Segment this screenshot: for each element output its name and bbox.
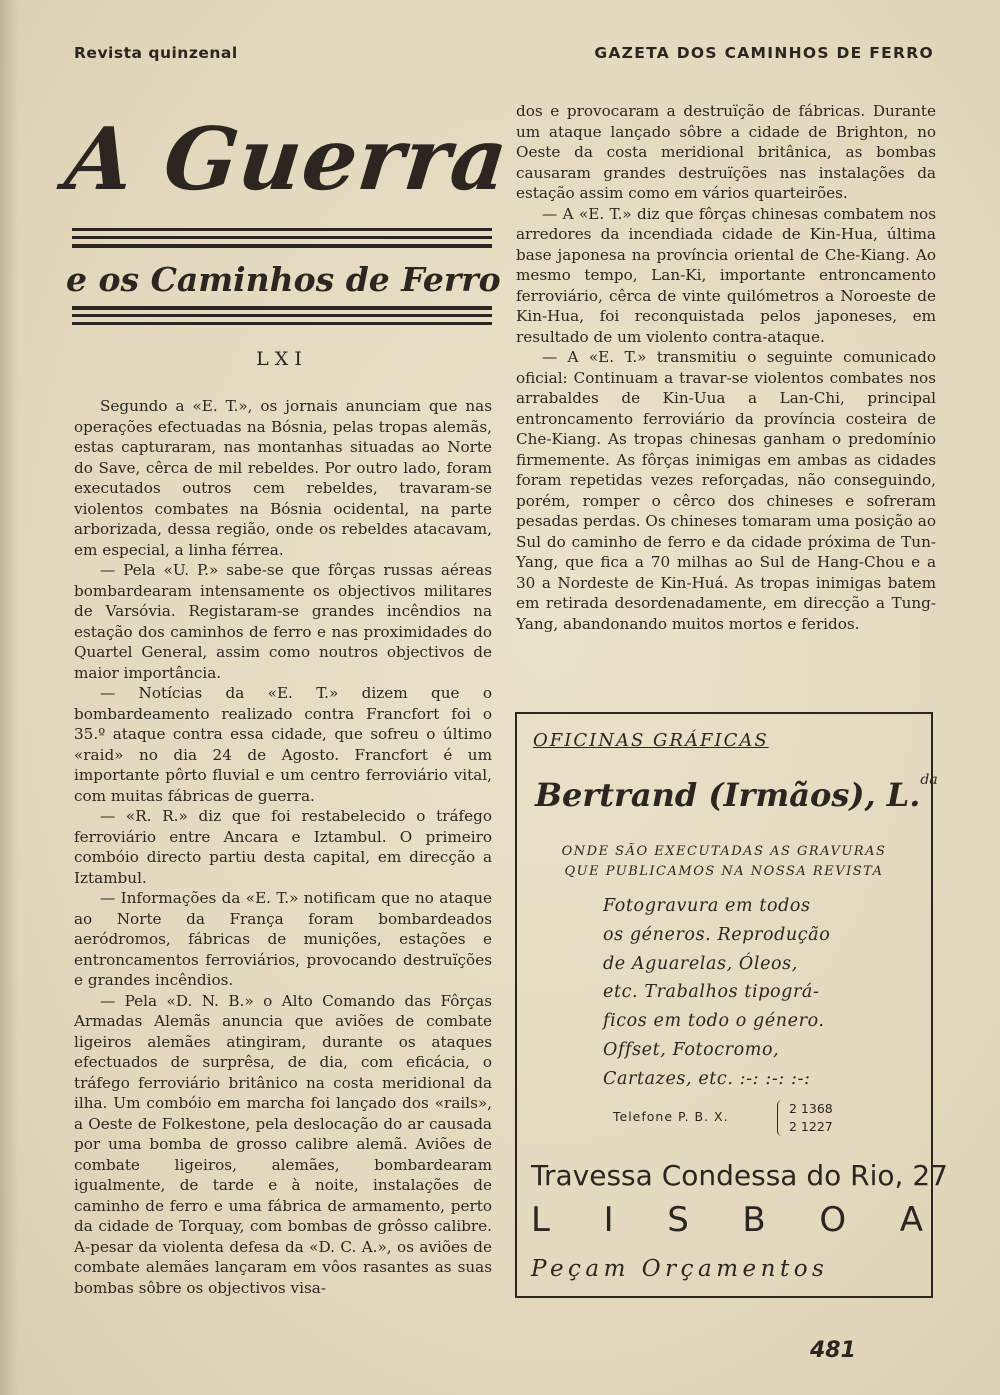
title-rule: [72, 236, 492, 239]
ad-phone-label: Telefone P. B. X.: [613, 1109, 729, 1124]
ad-services: [603, 892, 853, 1094]
ad-city-letter: S: [667, 1200, 689, 1240]
ad-service-line: etc. Trabalhos tipográ-: [603, 982, 820, 1003]
article-paragraph: — Pela «U. P.» sabe-se que fôrças russas aéreas bombardearam intensamente os objectivos militares de Varsóvia. Registaram-se grandes incêndios na estação dos caminhos de ferro e nas proximidades do Quartel General, assim como noutros objectivos de maior importância.: [74, 561, 492, 682]
ad-company-name: [535, 772, 938, 814]
article-title: A Guerra: [60, 109, 514, 210]
ad-city-letter: I: [603, 1200, 614, 1240]
article-column-left: [74, 396, 492, 1298]
article-paragraph: dos e provocaram a destruïção de fábricas. Durante um ataque lançado sôbre a cidade de Brighton, no Oeste da costa meridional britânica, as bombas causaram grandes destruïções nas instalações da estação assim como em vários quarteirões.: [516, 102, 936, 202]
ad-service-line: ficos em todo o género.: [603, 1011, 825, 1032]
subtitle-rule: [72, 314, 492, 317]
ad-city-letter: A: [899, 1200, 923, 1240]
title-rule: [72, 228, 492, 231]
article-paragraph: — Notícias da «E. T.» dizem que o bombardeamento realizado contra Francfort foi o 35.º ataque contra essa cidade, que sofreu o último «raid» no dia 24 de Agosto. Francfort é um importante pôrto fluvial e um centro ferroviário vital, com muitas fábricas de guerra.: [74, 684, 492, 805]
ad-city: [531, 1200, 923, 1240]
ad-phone-number: 2 1227: [789, 1119, 833, 1134]
article-paragraph: — Pela «D. N. B.» o Alto Comando das Fôrças Armadas Alemãs anuncia que aviões de combate ligeiros alemães atingiram, durante os ataques efectuados de surprêsa, de dia, com eficácia, o tráfego ferroviário britânico na costa meridional da ilha. Um combóio em marcha foi lançado dos «rails», a Oeste de Folkestone, pela deslocação do ar causada por uma bomba de grosso calibre alemã. Aviões de combate ligeiros, alemães, bombardearam igualmente, de tarde e à noite, instalações de caminho de ferro e uma fábrica de armamento, perto da cidade de Torquay, com bombas de grôsso calibre. A-pesar da violenta defesa da «D. C. A.», os aviões de combate alemães lançaram em vôos rasantes as suas bombas sôbre os objectivos visa-: [74, 991, 492, 1297]
ad-service-line: Fotogravura em todos: [603, 896, 811, 916]
article-number: LXI: [256, 348, 308, 370]
ad-company-text: Bertrand (Irmãos), L.: [535, 776, 921, 814]
ad-service-line: de Aguarelas, Óleos,: [603, 953, 798, 974]
running-header-right: GAZETA DOS CAMINHOS DE FERRO: [594, 44, 934, 62]
ad-service-line: os géneros. Reprodução: [603, 924, 831, 945]
ad-tagline-line: ONDE SÃO EXECUTADAS AS GRAVURAS: [561, 844, 887, 859]
article-subtitle: e os Caminhos de Ferro: [66, 260, 501, 299]
subtitle-rule: [72, 322, 492, 325]
ad-company-suffix: da: [920, 772, 938, 788]
ad-tagline-line: QUE PUBLICAMOS NA NOSSA REVISTA: [564, 864, 884, 879]
ad-service-line: Offset, Fotocromo,: [603, 1039, 780, 1060]
ad-city-letter: B: [742, 1200, 766, 1240]
article-paragraph: — «R. R.» diz que foi restabelecido o tráfego ferroviário entre Ancara e Iztambul. O primeiro combóio directo partiu desta capital, em direcção a Iztambul.: [74, 807, 492, 887]
ad-city-letter: L: [531, 1200, 550, 1240]
ad-service-line: Cartazes, etc. :-: :-: :-:: [603, 1068, 811, 1089]
article-paragraph: — Informações da «E. T.» notificam que no ataque ao Norte da França foram bombardeados aeródromos, fábricas de munições, estações e entroncamentos ferroviários, provocando destruïções e grandes incêndios.: [74, 889, 492, 989]
article-paragraph: — A «E. T.» diz que fôrças chinesas combatem nos arredores da incendiada cidade de Kin-Hua, última base japonesa na província oriental de Che-Kiang. Ao mesmo tempo, Lan-Ki, importante entroncamento ferroviário, cêrca de vinte quilómetros a Noroeste de Kin-Hua, foi reconquistada pelos japoneses, em resultado de um violento contra-ataque.: [516, 204, 936, 346]
title-rule: [72, 244, 492, 248]
page-edge-shadow: [0, 0, 18, 1395]
ad-city-letter: O: [819, 1200, 847, 1240]
article-paragraph: — A «E. T.» transmitiu o seguinte comunicado oficial: Continuam a travar-se violentos combates nos arrabaldes de Kin-Uua a Lan-Chi, principal entroncamento ferroviário da província costeira de Che-Kiang. As tropas chinesas ganham o predomínio firmemente. As fôrças inimigas em ambas as cidades foram repetidas vezes reforçadas, não conseguindo, porém, romper o cêrco dos chineses e sofreram pesadas perdas. Os chineses tomaram uma posição ao Sul do caminho de ferro e da cidade próxima de Tun-Yang, que fica a 70 milhas ao Sul de Hang-Chou e a 30 a Nordeste de Kin-Huá. As tropas inimigas batem em retirada desordenadamente, em direcção a Tung-Yang, abandonando muitos mortos e feridos.: [516, 348, 936, 633]
article-column-right: [516, 101, 936, 634]
ad-phone-brace: [777, 1100, 782, 1136]
ad-tagline: [517, 842, 931, 882]
ad-slogan: Peçam Orçamentos: [531, 1256, 829, 1282]
ad-address: Travessa Condessa do Rio, 27: [531, 1159, 948, 1192]
article-paragraph: Segundo a «E. T.», os jornais anunciam que nas operações efectuadas na Bósnia, pelas tropas alemãs, estas capturaram, nas montanhas situadas ao Norte do Save, cêrca de mil rebeldes. Por outro lado, foram executados outros cem rebeldes, travaram-se violentos combates na Bósnia ocidental, na parte arborizada, dessa região, onde os rebeldes atacavam, em especial, a linha férrea.: [74, 397, 492, 559]
ad-heading: OFICINAS GRÁFICAS: [533, 730, 769, 751]
subtitle-rule: [72, 306, 492, 310]
advertisement-box: [515, 712, 948, 1298]
ad-phone-numbers: [789, 1100, 833, 1136]
page-number: 481: [810, 1338, 856, 1363]
running-header-left: Revista quinzenal: [74, 44, 238, 62]
ad-phone-number: 2 1368: [789, 1101, 833, 1116]
